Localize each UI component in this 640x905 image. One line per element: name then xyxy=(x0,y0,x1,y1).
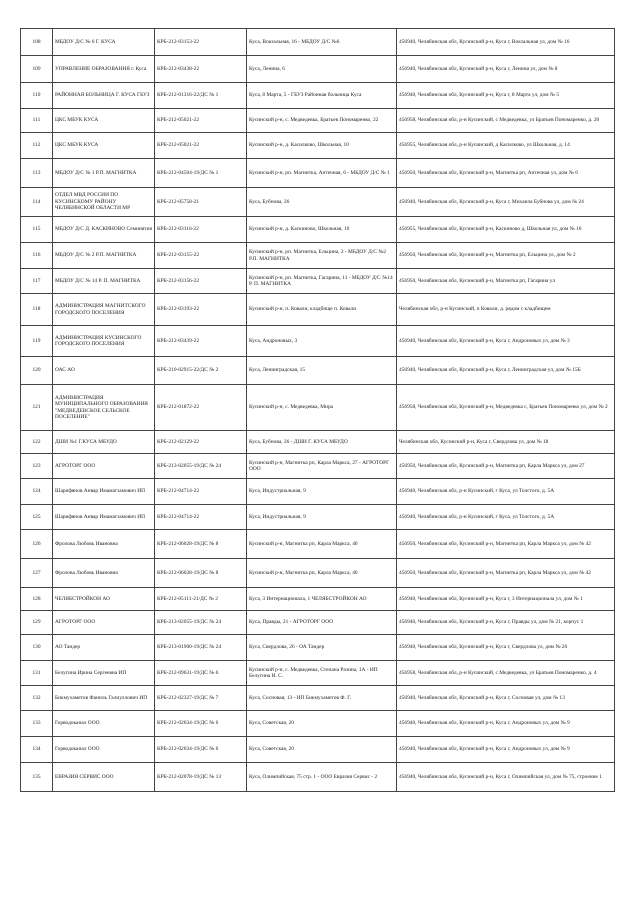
object-location-cell: Кусинский р-н, рп. Магнитка, Ельцина, 2 - МБДОУ Д/С №2 Р.П. МАГНИТКА xyxy=(247,243,397,269)
organization-name-cell: АГРОТОРГ ООО xyxy=(53,611,155,635)
object-location-cell: Куса, Вокзальная, 16 - МБДОУ Д/С №6 xyxy=(247,29,397,56)
row-number-cell: 124 xyxy=(21,479,53,505)
organization-name-cell: ОАС АО xyxy=(53,357,155,385)
organization-name-cell: ДШИ №1 Г.КУСА МБУДО xyxy=(53,431,155,454)
object-location-cell: Куса, Олимпийская, 75 стр. 1 - ООО Евразия Сервис - 2 xyxy=(247,763,397,792)
registration-code-cell: КРБ-213-02055-19/ДС № 24 xyxy=(155,454,247,479)
row-number-cell: 117 xyxy=(21,269,53,294)
organization-name-cell: ЕВРАЗИЯ СЕРВИС ООО xyxy=(53,763,155,792)
legal-address-cell: 456940, Челябинская обл, р-н Кусинский, г Куса, ул Толстого, д. 5А xyxy=(397,479,615,505)
table-row xyxy=(21,217,615,243)
object-location-cell: Куса, Свердлова, 26 - ОА Тандер xyxy=(247,635,397,661)
legal-address-cell: 456950, Челябинская обл, Кусинский р-н, Магнитка рп, Гагарина ул xyxy=(397,269,615,294)
registration-code-cell: КРБ-212-05021-22 xyxy=(155,109,247,133)
registration-code-cell: КРБ-213-02055-19/ДС № 24 xyxy=(155,611,247,635)
registration-code-cell: КРБ-212-06028-19/ДС № 8 xyxy=(155,559,247,588)
legal-address-cell: 456940, Челябинская обл, Кусинский р-н, Куса г, Андроновых ул, дом № 9 xyxy=(397,711,615,737)
object-location-cell: Куса, Бубнова, 26 xyxy=(247,188,397,217)
registration-code-cell: КРБ-212-02327-19/ДС № 7 xyxy=(155,686,247,711)
legal-address-cell: 456950, Челябинская обл, Кусинский р-н, Магнитка рп, Карла Маркса ул, дом 27 xyxy=(397,454,615,479)
organization-name-cell: Фролова Любовь Ивановна xyxy=(53,530,155,559)
row-number-cell: 128 xyxy=(21,588,53,611)
row-number-cell: 129 xyxy=(21,611,53,635)
organization-name-cell: ОТДЕЛ МВД РОССИИ ПО КУСИНСКОМУ РАЙОНУ ЧЕЛЯБИНСКОЙ ОБЛАСТИ МР xyxy=(53,188,155,217)
row-number-cell: 120 xyxy=(21,357,53,385)
table-row xyxy=(21,56,615,83)
object-location-cell: Кусинский р-н, Магнитка рп, Карла Маркса, 40 xyxy=(247,530,397,559)
table-row xyxy=(21,505,615,530)
object-location-cell: Куса, Андроновых, 3 xyxy=(247,326,397,357)
registration-code-cell: КРБ-212-01872-22 xyxy=(155,385,247,431)
organization-name-cell: МБДОУ Д/С № 2 Р.П. МАГНИТКА xyxy=(53,243,155,269)
legal-address-cell: Челябинская обл, Кусинский р-н, Куса г, Свердлова ул, дом № 18 xyxy=(397,431,615,454)
registration-code-cell: КРБ-212-05758-21 xyxy=(155,188,247,217)
registration-code-cell: КРБ-212-04714-22 xyxy=(155,505,247,530)
organization-name-cell: ЦКС МБУК КУСА xyxy=(53,133,155,159)
legal-address-cell: 456940, Челябинская обл, Кусинский р-н, Куса г, Андроновых ул, дом № 3 xyxy=(397,326,615,357)
table-row xyxy=(21,635,615,661)
registry-table xyxy=(20,28,615,792)
registration-code-cell: КРБ-210-02915-22/ДС № 2 xyxy=(155,357,247,385)
object-location-cell: Куса, Бубнова, 26 - ДШИ Г. КУСА МБУДО xyxy=(247,431,397,454)
legal-address-cell: Челябинская обл, р-н Кусинский, п Ковали, д. рядом с кладбищем xyxy=(397,294,615,326)
table-row xyxy=(21,611,615,635)
row-number-cell: 116 xyxy=(21,243,53,269)
row-number-cell: 133 xyxy=(21,711,53,737)
legal-address-cell: 456940, Челябинская обл, Кусинский р-н, Куса г, Ленина ул, дом № 8 xyxy=(397,56,615,83)
row-number-cell: 121 xyxy=(21,385,53,431)
table-row xyxy=(21,711,615,737)
object-location-cell: Кусинский р-н, с. Медведевка, Братьев Пономаренко, 22 xyxy=(247,109,397,133)
table-row xyxy=(21,326,615,357)
table-row xyxy=(21,588,615,611)
legal-address-cell: 456940, Челябинская обл, Кусинский р-н, Куса г, Правды ул, дом № 21, корпус 1 xyxy=(397,611,615,635)
organization-name-cell: АО Тандер xyxy=(53,635,155,661)
row-number-cell: 115 xyxy=(21,217,53,243)
organization-name-cell: ЦКС МБУК КУСА xyxy=(53,109,155,133)
row-number-cell: 126 xyxy=(21,530,53,559)
legal-address-cell: 456940, Челябинская обл, Кусинский р-н, Куса г, Сосновая ул, дом № 13 xyxy=(397,686,615,711)
registration-code-cell: КРБ-212-03116-22 xyxy=(155,217,247,243)
legal-address-cell: 456950, Челябинская обл, Кусинский р-н, Магнитка рп, Аптечная ул, дом № 6 xyxy=(397,159,615,188)
registration-code-cell: КРБ-212-05021-22 xyxy=(155,133,247,159)
table-row xyxy=(21,29,615,56)
row-number-cell: 109 xyxy=(21,56,53,83)
legal-address-cell: 456940, Челябинская обл, Кусинский р-н, Куса г, 8 Марта ул, дом № 5 xyxy=(397,83,615,109)
organization-name-cell: Шарифянов Анвар Имамагзамович ИП xyxy=(53,479,155,505)
registration-code-cell: КРБ-212-03153-22 xyxy=(155,29,247,56)
legal-address-cell: 456958, Челябинская обл, Кусинский р-н, Медведевка с, Братьев Пономаренко ул, дом № 2 xyxy=(397,385,615,431)
row-number-cell: 127 xyxy=(21,559,53,588)
table-row xyxy=(21,686,615,711)
legal-address-cell: 456950, Челябинская обл, Кусинский р-н, Магнитка рп, Карла Маркса ул, дом № 42 xyxy=(397,530,615,559)
registration-code-cell: КРБ-212-09631-19/ДС № 6 xyxy=(155,661,247,686)
table-row xyxy=(21,83,615,109)
registration-code-cell: КРБ-212-03439-22 xyxy=(155,326,247,357)
organization-name-cell: МБДОУ Д/С № 14 Р. П. МАГНИТКА xyxy=(53,269,155,294)
object-location-cell: Куса, Советская, 20 xyxy=(247,737,397,763)
legal-address-cell: 456955, Челябинская обл, Кусинский р-н, Каскиново д, Школьная ул, дом № 16 xyxy=(397,217,615,243)
row-number-cell: 114 xyxy=(21,188,53,217)
legal-address-cell: 456940, Челябинская обл, Кусинский р-н, Куса г, Ленинградская ул, дом № 15Б xyxy=(397,357,615,385)
registration-code-cell: КРБ-212-02634-19/ДС № 6 xyxy=(155,711,247,737)
row-number-cell: 112 xyxy=(21,133,53,159)
table-row xyxy=(21,661,615,686)
table-row xyxy=(21,133,615,159)
legal-address-cell: 456940, Челябинская обл, Кусинский р-н, Куса г, Олимпийская ул, дом № 75, строение 1 xyxy=(397,763,615,792)
row-number-cell: 111 xyxy=(21,109,53,133)
organization-name-cell: Горводоканал ООО xyxy=(53,711,155,737)
registration-code-cell: КРБ-212-02129-22 xyxy=(155,431,247,454)
registration-code-cell: КРБ-212-02634-19/ДС № 6 xyxy=(155,737,247,763)
registration-code-cell: КРБ-212-03438-22 xyxy=(155,56,247,83)
legal-address-cell: 456955, Челябинская обл, р-н Кусинский, д Касилково, ул Школьная, д. 14 xyxy=(397,133,615,159)
organization-name-cell: РАЙОННАЯ БОЛЬНИЦА Г. КУСА ГБУЗ xyxy=(53,83,155,109)
registration-code-cell: КРБ-212-06028-19/ДС № 8 xyxy=(155,530,247,559)
organization-name-cell: АДМИНИСТРАЦИЯ МУНИЦИПАЛЬНОГО ОБРАЗОВАНИЯ "МЕДВЕДЕВСКОЕ СЕЛЬСКОЕ ПОСЕЛЕНИЕ" xyxy=(53,385,155,431)
object-location-cell: Куса, Правды, 21 - АГРОТОРГ ООО xyxy=(247,611,397,635)
legal-address-cell: 456958, Челябинская обл, р-н Кусинский, с Медведевка, ул Братьев Пономаренко, д. 4 xyxy=(397,661,615,686)
organization-name-cell: УПРАВЛЕНИЕ ОБРАЗОВАНИЯ г. Куса xyxy=(53,56,155,83)
legal-address-cell: 456940, Челябинская обл, Кусинский р-н, Куса г, Вокзальная ул, дом № 16 xyxy=(397,29,615,56)
object-location-cell: Куса, Ленинградская, 15 xyxy=(247,357,397,385)
row-number-cell: 134 xyxy=(21,737,53,763)
row-number-cell: 132 xyxy=(21,686,53,711)
legal-address-cell: 456940, Челябинская обл, р-н Кусинский, г Куса, ул Толстого, д. 5А xyxy=(397,505,615,530)
row-number-cell: 135 xyxy=(21,763,53,792)
organization-name-cell: АДМИНИСТРАЦИЯ КУСИНСКОГО ГОРОДСКОГО ПОСЕЛЕНИЯ xyxy=(53,326,155,357)
organization-name-cell: Шарифянов Анвар Имамагзамович ИП xyxy=(53,505,155,530)
table-row xyxy=(21,294,615,326)
organization-name-cell: МБДОУ Д/С Д. КАСКИНОВО Семинятия xyxy=(53,217,155,243)
object-location-cell: Куса, Сосновая, 13 - ИП Бикмухаметов Ф. Г. xyxy=(247,686,397,711)
legal-address-cell: 456958, Челябинская обл, р-н Кусинский, с Медведевка, ул Братьев Пономаренко, д. 20 xyxy=(397,109,615,133)
organization-name-cell: АГРОТОРГ ООО xyxy=(53,454,155,479)
object-location-cell: Куса, Индустриальная, 9 xyxy=(247,479,397,505)
table-row xyxy=(21,243,615,269)
row-number-cell: 118 xyxy=(21,294,53,326)
table-row xyxy=(21,559,615,588)
registration-code-cell: КРБ-212-02078-19/ДС № 13 xyxy=(155,763,247,792)
organization-name-cell: Бикмухаметов Фаниль Галиуллович ИП xyxy=(53,686,155,711)
legal-address-cell: 456940, Челябинская обл, Кусинский р-н, Куса г, Андроновых ул, дом № 9 xyxy=(397,737,615,763)
table-row xyxy=(21,188,615,217)
legal-address-cell: 456940, Челябинская обл, Кусинский р-н, Куса г, Свердлова ул, дом № 26 xyxy=(397,635,615,661)
table-row xyxy=(21,109,615,133)
object-location-cell: Кусинский р-н, д. Каскиново, Школьная, 10 xyxy=(247,217,397,243)
organization-name-cell: Белугина Ирина Сергеевна ИП xyxy=(53,661,155,686)
object-location-cell: Куса, Ленина, 6 xyxy=(247,56,397,83)
table-row xyxy=(21,479,615,505)
registration-code-cell: КРБ-212-05111-21/ДС № 2 xyxy=(155,588,247,611)
registration-code-cell: КРБ-212-03155-22 xyxy=(155,243,247,269)
row-number-cell: 110 xyxy=(21,83,53,109)
object-location-cell: Кусинский р-н, д. Касилково, Школьная, 10 xyxy=(247,133,397,159)
registration-code-cell: КРБ-212-03193-22 xyxy=(155,294,247,326)
organization-name-cell: МБДОУ Д/С № 6 Г. КУСА xyxy=(53,29,155,56)
table-row xyxy=(21,159,615,188)
table-row xyxy=(21,737,615,763)
table-row xyxy=(21,530,615,559)
object-location-cell: Кусинский р-н, рп. Магнитка, Гагарина, 11 - МБДОУ Д/С №14 Р. П. МАГНИТКА xyxy=(247,269,397,294)
organization-name-cell: Фролова Любовь Ивановна xyxy=(53,559,155,588)
object-location-cell: Кусинский р-н, Магнитка рп, Карла Маркса, 40 xyxy=(247,559,397,588)
object-location-cell: Кусинский р-н, с. Медведевка, Степана Разина, 1А - ИП Белугина И. С. xyxy=(247,661,397,686)
legal-address-cell: 456950, Челябинская обл, Кусинский р-н, Магнитка рп, Карла Маркса ул, дом № 42 xyxy=(397,559,615,588)
legal-address-cell: 456940, Челябинская обл, Кусинский р-н, Куса г, Михаила Бубнова ул, дом № 24 xyxy=(397,188,615,217)
object-location-cell: Кусинский р-н, с. Медведевка, Мира xyxy=(247,385,397,431)
registration-code-cell: КРБ-212-04714-22 xyxy=(155,479,247,505)
table-row xyxy=(21,357,615,385)
row-number-cell: 131 xyxy=(21,661,53,686)
legal-address-cell: 456950, Челябинская обл, Кусинский р-н, Магнитка рп, Ельцина ул, дом № 2 xyxy=(397,243,615,269)
registration-code-cell: КРБ-213-01900-19/ДС № 24 xyxy=(155,635,247,661)
table-row xyxy=(21,763,615,792)
table-row xyxy=(21,269,615,294)
object-location-cell: Кусинский р-н, Магнитка рп, Карла Маркса, 27 - АГРОТОРГ ООО xyxy=(247,454,397,479)
object-location-cell: Куса, Советская, 20 xyxy=(247,711,397,737)
table-row xyxy=(21,431,615,454)
row-number-cell: 130 xyxy=(21,635,53,661)
registry-table-body xyxy=(21,29,615,792)
organization-name-cell: Горводоканал ООО xyxy=(53,737,155,763)
row-number-cell: 123 xyxy=(21,454,53,479)
object-location-cell: Куса, 3 Интернационала, 1 ЧЕЛЯБСТРОЙКОН АО xyxy=(247,588,397,611)
registration-code-cell: КРБ-212-04504-19/ДС № 1 xyxy=(155,159,247,188)
object-location-cell: Куса, 8 Марта, 5 - ГБУЗ Районная больница Куса xyxy=(247,83,397,109)
table-row xyxy=(21,454,615,479)
organization-name-cell: ЧЕЛЯБСТРОЙКОН АО xyxy=(53,588,155,611)
registration-code-cell: КРБ-212-03156-22 xyxy=(155,269,247,294)
row-number-cell: 108 xyxy=(21,29,53,56)
row-number-cell: 113 xyxy=(21,159,53,188)
table-row xyxy=(21,385,615,431)
row-number-cell: 125 xyxy=(21,505,53,530)
organization-name-cell: МБДОУ Д/С № 1 Р.П. МАГНИТКА xyxy=(53,159,155,188)
object-location-cell: Кусинский р-н, рп. Магнитка, Аптечная, 6 - МБДОУ Д/С № 1 xyxy=(247,159,397,188)
row-number-cell: 122 xyxy=(21,431,53,454)
object-location-cell: Кусинский р-н, п. Ковали, кладбище п. Ковали xyxy=(247,294,397,326)
legal-address-cell: 456940, Челябинская обл, Кусинский р-н, Куса г, 3 Интернационала ул, дом № 1 xyxy=(397,588,615,611)
object-location-cell: Куса, Индустриальная, 9 xyxy=(247,505,397,530)
registration-code-cell: КРБ-212-01316-22/ДС № 1 xyxy=(155,83,247,109)
row-number-cell: 119 xyxy=(21,326,53,357)
organization-name-cell: АДМИНИСТРАЦИЯ МАГНИТСКОГО ГОРОДСКОГО ПОСЕЛЕНИЯ xyxy=(53,294,155,326)
